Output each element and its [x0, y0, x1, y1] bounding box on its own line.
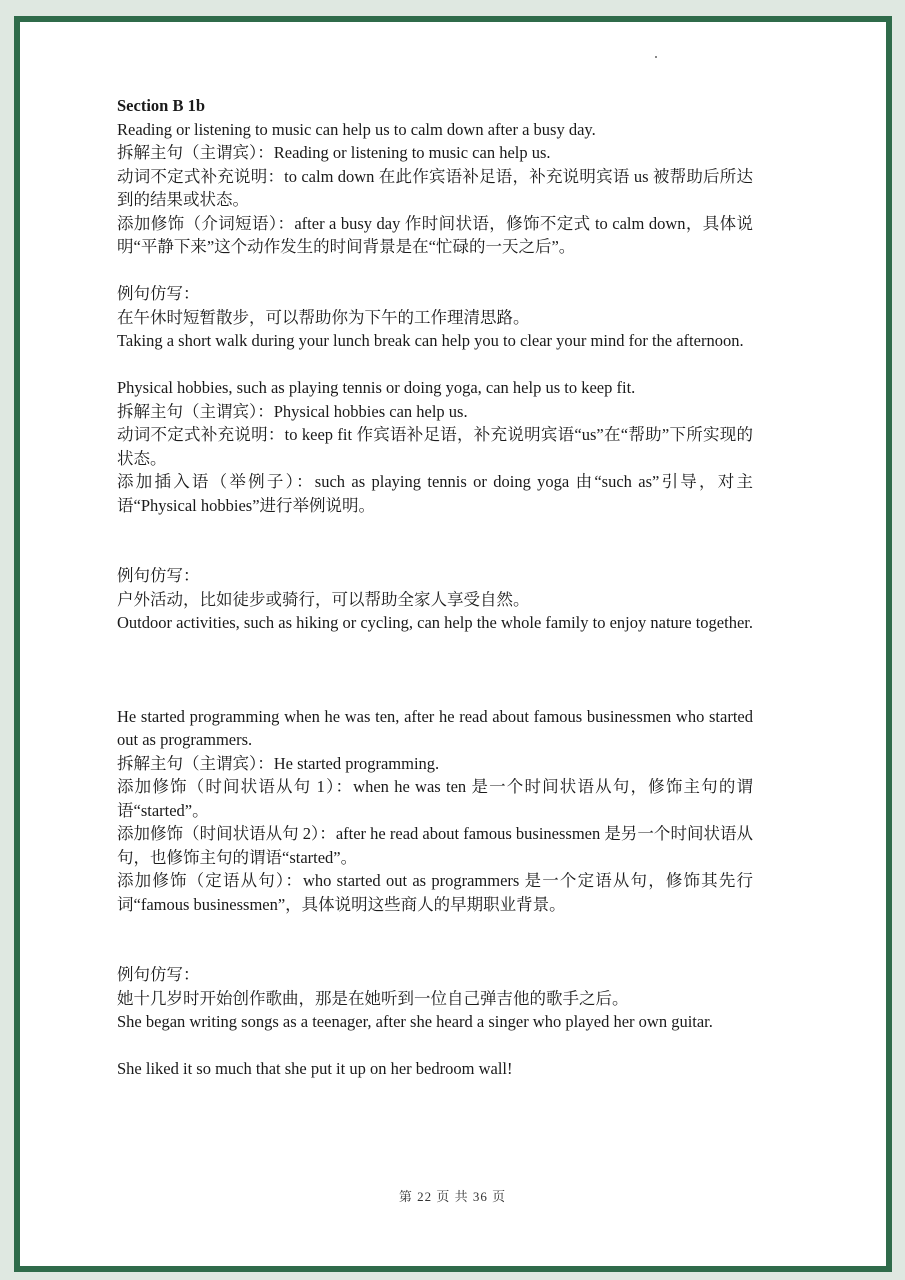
spacer — [117, 916, 753, 963]
analysis-block-2 — [117, 376, 753, 517]
analysis-line: 动词不定式补充说明：to keep fit 作宾语补足语，补充说明宾语“us”在“帮助”下所实现的状态。 — [117, 425, 753, 468]
example-english: She began writing songs as a teenager, after she heard a singer who played her own guitar. — [117, 1012, 713, 1031]
page-number: 第 22 页 共 36 页 — [398, 1189, 507, 1204]
section-heading: Section B 1b — [117, 96, 206, 115]
analysis-line: 拆解主句（主谓宾）：Reading or listening to music can help us. — [117, 143, 551, 162]
example-block-1 — [117, 282, 753, 353]
analysis-line: 添加修饰（介词短语）：after a busy day 作时间状语，修饰不定式 to calm down，具体说明“平静下来”这个动作发生的时间背景是在“忙碌的一天之后”。 — [117, 213, 753, 256]
example-chinese: 她十几岁时开始创作歌曲，那是在她听到一位自己弹吉他的歌手之后。 — [117, 988, 629, 1008]
spacer — [117, 259, 753, 283]
analysis-line: 拆解主句（主谓宾）：Physical hobbies can help us. — [117, 401, 468, 421]
example-block-2 — [117, 564, 753, 635]
analysis-line: 添加修饰（时间状语从句 2）：after he read about famous businessmen 是另一个时间状语从句，也修饰主句的谓语“started”。 — [117, 824, 753, 867]
final-sentence: She liked it so much that she put it up on her bedroom wall! — [117, 1059, 513, 1078]
example-english: Taking a short walk during your lunch break can help you to clear your mind for the afternoon. — [117, 331, 744, 350]
analysis-line: 添加插入语（举例子）：such as playing tennis or doing yoga 由“such as”引导，对主语“Physical hobbies”进行举例说明。 — [117, 472, 753, 515]
spacer — [117, 517, 753, 564]
example-label: 例句仿写： — [117, 566, 200, 585]
analysis-line: 拆解主句（主谓宾）：He started programming. — [117, 753, 440, 773]
analysis-line: 添加修饰（定语从句）：who started out as programmers 是一个定语从句，修饰其先行词“famous businessmen”，具体说明这些商人的早期职业背景。 — [117, 871, 753, 914]
analysis-block-3 — [117, 705, 753, 917]
spacer — [117, 353, 753, 377]
example-label: 例句仿写： — [117, 284, 200, 303]
example-chinese: 户外活动，比如徒步或骑行，可以帮助全家人享受自然。 — [117, 589, 530, 609]
document-body — [117, 94, 753, 1081]
example-chinese: 在午休时短暂散步，可以帮助你为下午的工作理清思路。 — [117, 307, 530, 327]
target-sentence: Physical hobbies, such as playing tennis or doing yoga, can help us to keep fit. — [117, 378, 636, 397]
example-block-3 — [117, 963, 753, 1034]
analysis-block-1 — [117, 118, 753, 259]
spacer — [117, 635, 753, 705]
example-label: 例句仿写： — [117, 965, 200, 984]
target-sentence: Reading or listening to music can help us to calm down after a busy day. — [117, 119, 596, 139]
spacer — [117, 1034, 753, 1058]
stray-mark — [655, 56, 657, 58]
target-sentence: He started programming when he was ten, after he read about famous businessmen who started out as programmers. — [117, 706, 753, 749]
analysis-line: 动词不定式补充说明：to calm down 在此作宾语补足语，补充说明宾语 us 被帮助后所达到的结果或状态。 — [117, 166, 753, 209]
example-english: Outdoor activities, such as hiking or cycling, can help the whole family to enjoy nature together. — [117, 613, 753, 632]
analysis-line: 添加修饰（时间状语从句 1）：when he was ten 是一个时间状语从句，修饰主句的谓语“started”。 — [117, 777, 753, 820]
